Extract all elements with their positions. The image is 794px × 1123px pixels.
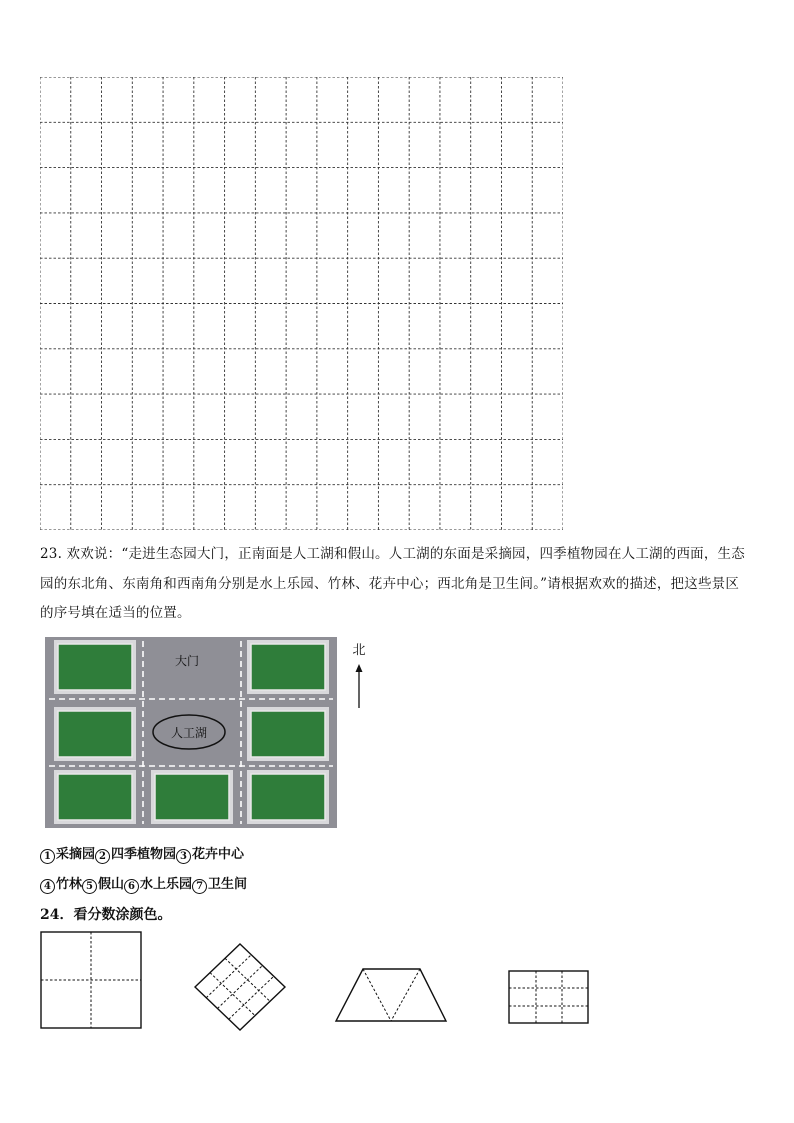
shape-diamond-grid: [193, 942, 287, 1032]
map-park-block: [251, 644, 325, 690]
legend-item-label-3: 花卉中心: [192, 847, 245, 862]
legend-item-number-5: 5: [82, 879, 97, 894]
north-arrow: [348, 640, 370, 710]
shape-trapezoid-triangles: [334, 967, 448, 1023]
map-park-block: [58, 644, 132, 690]
lake-label: 人工湖: [170, 726, 208, 740]
shape-square-quarters: [40, 931, 142, 1029]
legend-item-label-7: 卫生间: [208, 877, 248, 892]
legend-row-2: [40, 873, 247, 894]
shape-rectangle-grid: [508, 970, 590, 1025]
legend-item-label-1: 采摘园: [56, 847, 96, 862]
q24-title: 24．看分数涂颜色。: [40, 907, 172, 923]
legend-item-number-7: 7: [192, 879, 207, 894]
writing-grid: [40, 77, 563, 530]
q23-text-line-3: 的序号填在适当的位置。: [40, 605, 191, 621]
legend-row-1: [40, 843, 244, 864]
q23-text-line-2: 园的东北角、东南角和西南角分别是水上乐园、竹林、花卉中心；西北角是卫生间。”请根据欢欢的描述，把这些景区: [40, 576, 740, 592]
legend-item-number-4: 4: [40, 879, 55, 894]
gate-label: 大门: [174, 654, 200, 668]
map-park-block: [58, 711, 132, 757]
map-park-block: [58, 774, 132, 820]
map-park-block: [155, 774, 229, 820]
q23-text-line-1: 23. 欢欢说：“走进生态园大门，正南面是人工湖和假山。人工湖的东面是采摘园，四季植物园在人工湖的西面，生态: [40, 546, 745, 562]
eco-park-map: [45, 637, 337, 828]
north-label: 北: [352, 642, 366, 657]
legend-item-label-6: 水上乐园: [140, 877, 193, 892]
map-park-block: [251, 774, 325, 820]
legend-item-label-2: 四季植物园: [111, 847, 177, 862]
legend-item-number-3: 3: [176, 849, 191, 864]
legend-item-label-5: 假山: [98, 877, 125, 892]
legend-item-number-2: 2: [95, 849, 110, 864]
map-park-block: [251, 711, 325, 757]
legend-item-number-6: 6: [124, 879, 139, 894]
arrow-up-icon: [356, 664, 363, 672]
legend-item-number-1: 1: [40, 849, 55, 864]
legend-item-label-4: 竹林: [56, 877, 83, 892]
